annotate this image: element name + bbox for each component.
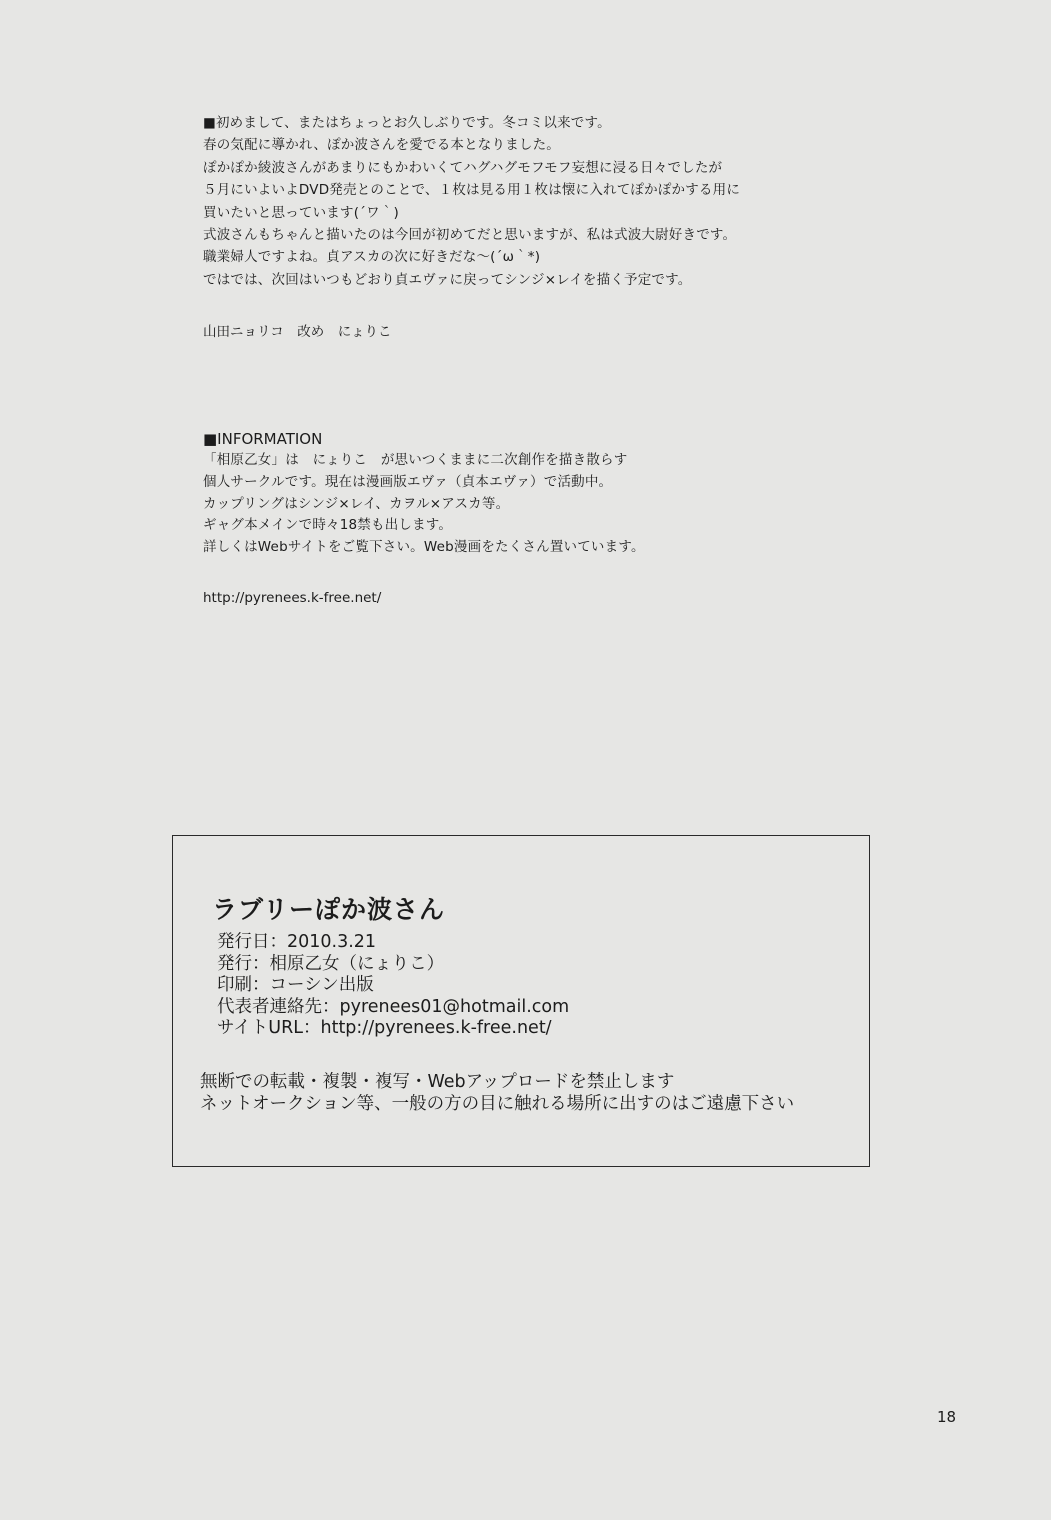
contact-email: 代表者連絡先：pyrenees01@hotmail.com xyxy=(217,996,570,1017)
information-heading: ■INFORMATION xyxy=(203,430,323,448)
information-section xyxy=(203,428,843,559)
afterword-line: ５月にいよいよDVD発売とのことで、１枚は見る用１枚は懐に入れてぽかぽかする用に xyxy=(203,182,741,199)
afterword-line: ではでは、次回はいつもどおり貞エヴァに戻ってシンジ×レイを描く予定です。 xyxy=(203,271,692,288)
site-url: サイトURL：http://pyrenees.k-free.net/ xyxy=(217,1018,552,1038)
information-line: 個人サークルです。現在は漫画版エヴァ（貞本エヴァ）で活動中。 xyxy=(203,473,613,490)
afterword-line: 買いたいと思っています(´ワ｀) xyxy=(203,204,399,221)
afterword-line: 春の気配に導かれ、ぽか波さんを愛でる本となりました。 xyxy=(203,137,561,154)
printer: 印刷：コーシン出版 xyxy=(217,975,374,995)
colophon-box xyxy=(172,835,870,1167)
information-line: 詳しくはWebサイトをご覧下さい。Web漫画をたくさん置いています。 xyxy=(203,539,645,556)
publisher: 発行：相原乙女（にょりこ） xyxy=(217,953,445,974)
information-line: 「相原乙女」は にょりこ が思いつくままに二次創作を描き散らす xyxy=(203,452,628,468)
notice-line: ネットオークション等、一般の方の目に触れる場所に出すのはご遠慮下さい xyxy=(200,1094,795,1114)
copyright-notice xyxy=(200,1071,794,1115)
afterword-line: ぽかぽか綾波さんがあまりにもかわいくてハグハグモフモフ妄想に浸る日々でしたが xyxy=(203,159,723,176)
information-line: ギャグ本メインで時々18禁も出します。 xyxy=(203,517,453,534)
information-line: カップリングはシンジ×レイ、カヲル×アスカ等。 xyxy=(203,495,510,512)
page-number: 18 xyxy=(937,1408,957,1426)
afterword-section xyxy=(203,112,843,291)
afterword-line: 式波さんもちゃんと描いたのは今回が初めてだと思いますが、私は式波大尉好きです。 xyxy=(203,227,737,244)
publication-details xyxy=(217,932,569,1040)
author-signature: 山田ニョリコ 改め にょりこ xyxy=(203,324,392,340)
afterword-line: 職業婦人ですよね。貞アスカの次に好きだな〜(´ω｀*) xyxy=(203,249,541,266)
notice-line: 無断での転載・複製・複写・Webアップロードを禁止します xyxy=(200,1072,675,1092)
afterword-line: ■初めまして、またはちょっとお久しぶりです。冬コミ以来です。 xyxy=(203,115,611,131)
book-title: ラブリーぽか波さん xyxy=(212,895,446,924)
website-url: http://pyrenees.k-free.net/ xyxy=(203,590,382,606)
publication-date: 発行日：2010.3.21 xyxy=(217,932,377,952)
